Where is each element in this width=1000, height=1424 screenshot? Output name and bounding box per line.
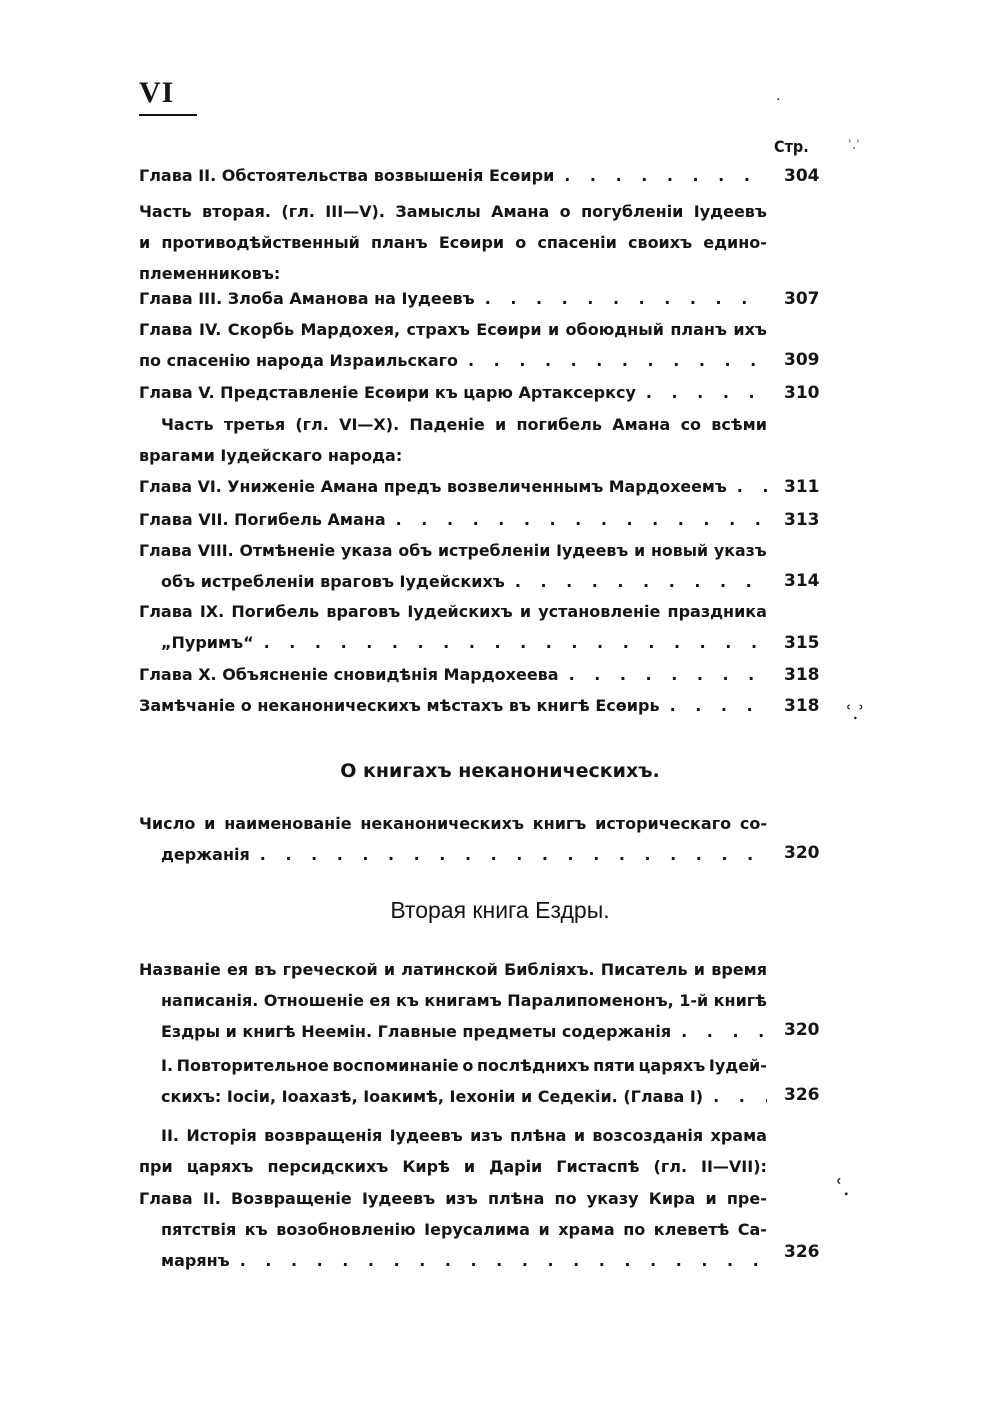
toc-entry-line: Названіе ея въ греческой и латинской Библіяхъ. Писатель и время [139,960,767,979]
toc-entry [139,1050,767,1112]
toc-entry-line: Глава VIII. Отмѣненіе указа объ истребленіи Іудеевъ и новый указъ [139,541,767,560]
margin-mark: ʾ.ʾ [848,138,861,153]
toc-page-number: 315 [784,633,820,653]
toc-entry-line: Ездры и книгѣ Неемін. Главные предметы содержанія [161,1022,672,1041]
leader-dots [671,1016,767,1047]
toc-entry-line: „Пуримъ“ [161,633,254,652]
margin-mark: ʿ. [836,1176,850,1201]
page-column-label: Стр. [774,137,809,156]
toc-page-number: 310 [784,383,820,403]
toc-entry [139,535,767,597]
toc-page-number: 318 [784,696,820,716]
toc-entry-line: Замѣчаніе о неканоническихъ мѣстахъ въ книгѣ Есѳирь [139,696,660,715]
toc-entry-line: Глава V. Представленіе Есѳири къ царю Артаксерксу [139,383,636,402]
toc-entry [139,314,767,376]
leader-dots [230,1245,767,1276]
leader-dots [254,627,767,658]
toc-page-number: 320 [784,1020,820,1040]
toc-page-number: 304 [784,166,820,186]
toc-page-number: 320 [784,843,820,863]
toc-part-heading [139,409,767,471]
toc-entry-line: Глава II. Возвращеніе Іудеевъ изъ плѣна по указу Кира и пре- [139,1189,767,1208]
leader-dots [250,839,767,870]
toc-entry-line: Глава IX. Погибель враговъ Іудейскихъ и установленіе праздника [139,602,767,621]
leader-dots [636,377,767,408]
toc-entry-line: при царяхъ персидскихъ Кирѣ и Даріи Гистаспѣ (гл. II—VII): [139,1157,767,1176]
toc-entry-line: врагами Іудейскаго народа: [139,446,403,465]
leader-dots [703,1081,767,1112]
toc-entry-line: Глава III. Злоба Аманова на Іудеевъ [139,289,475,308]
toc-entry [139,283,767,314]
toc-entry-line: марянъ [161,1251,230,1270]
leader-dots [458,345,767,376]
toc-entry-line: Часть вторая. (гл. III—V). Замыслы Амана о погубленіи Іудеевъ [139,202,767,221]
toc-entry [139,377,767,408]
toc-entry-line: Часть третья (гл. VI—X). Паденіе и погибель Амана со всѣми [161,415,767,434]
toc-entry-line: II. Исторія возвращенія Іудеевъ изъ плѣна и возсозданія храма [161,1126,767,1145]
toc-page-number: 326 [784,1242,820,1262]
toc-entry-line: написанія. Отношеніе ея къ книгамъ Паралипоменонъ, 1-й книгѣ [161,991,767,1010]
toc-entry-line: и противодѣйственный планъ Есѳири о спасеніи своихъ едино- [139,233,767,252]
toc-entry [139,808,767,870]
toc-entry-line: Глава X. Объясненіе сновидѣнія Мардохеева [139,665,559,684]
page-folio: VI [139,76,175,109]
toc-page-number: 307 [784,289,820,309]
toc-entry-line: Глава IV. Скорбь Мардохея, страхъ Есѳири и обоюдный планъ ихъ [139,320,767,339]
toc-entry [139,504,767,535]
toc-entry [139,160,767,191]
toc-page-number: 311 [784,477,820,497]
leader-dots [727,471,767,502]
leader-dots [505,566,767,597]
section-heading: Вторая книга Ездры. [390,897,610,923]
toc-entry [139,690,767,721]
toc-entry-line: держанія [161,845,250,864]
toc-page-number: 326 [784,1085,820,1105]
leader-dots [559,659,767,690]
toc-page-number: 313 [784,510,820,530]
toc-part-heading [139,1120,767,1182]
toc-entry-line: по спасенію народа Израильскаго [139,351,459,370]
leader-dots [660,690,767,721]
toc-entry [139,659,767,690]
toc-page-number: 314 [784,571,820,591]
toc-part-heading [139,196,767,289]
margin-mark: ʿ.ʾ [846,700,865,724]
toc-entry-line: племенниковъ: [139,264,281,283]
ink-speck: · [776,92,781,108]
toc-page-number: 309 [784,350,820,370]
toc-entry-line: объ истребленіи враговъ Іудейскихъ [161,572,505,591]
toc-entry-line: скихъ: Іосіи, Іоахазѣ, Іоакимѣ, Іехоніи и Седекіи. (Глава I) [161,1087,704,1106]
toc-entry-line: Глава VI. Униженіе Амана предъ возвеличеннымъ Мардохеемъ [139,477,727,496]
toc-entry-line: I. Повторительное воспоминаніе о послѣднихъ пяти царяхъ Іудей- [161,1056,767,1075]
leader-dots [475,283,767,314]
toc-entry [139,471,767,502]
toc-entry-line: пятствія къ возобновленію Іерусалима и храма по клеветѣ Са- [161,1220,767,1239]
folio-underline [139,114,197,116]
leader-dots [386,504,767,535]
section-heading: О книгахъ неканоническихъ. [340,760,660,782]
toc-entry [139,1183,767,1276]
toc-entry [139,596,767,658]
toc-entry-line: Число и наименованіе неканоническихъ книгъ историческаго со- [139,814,767,833]
leader-dots [554,160,767,191]
toc-entry-line: Глава VII. Погибель Амана [139,510,386,529]
toc-entry-line: Глава II. Обстоятельства возвышенія Есѳири [139,166,555,185]
toc-page-number: 318 [784,665,820,685]
toc-entry [139,954,767,1047]
